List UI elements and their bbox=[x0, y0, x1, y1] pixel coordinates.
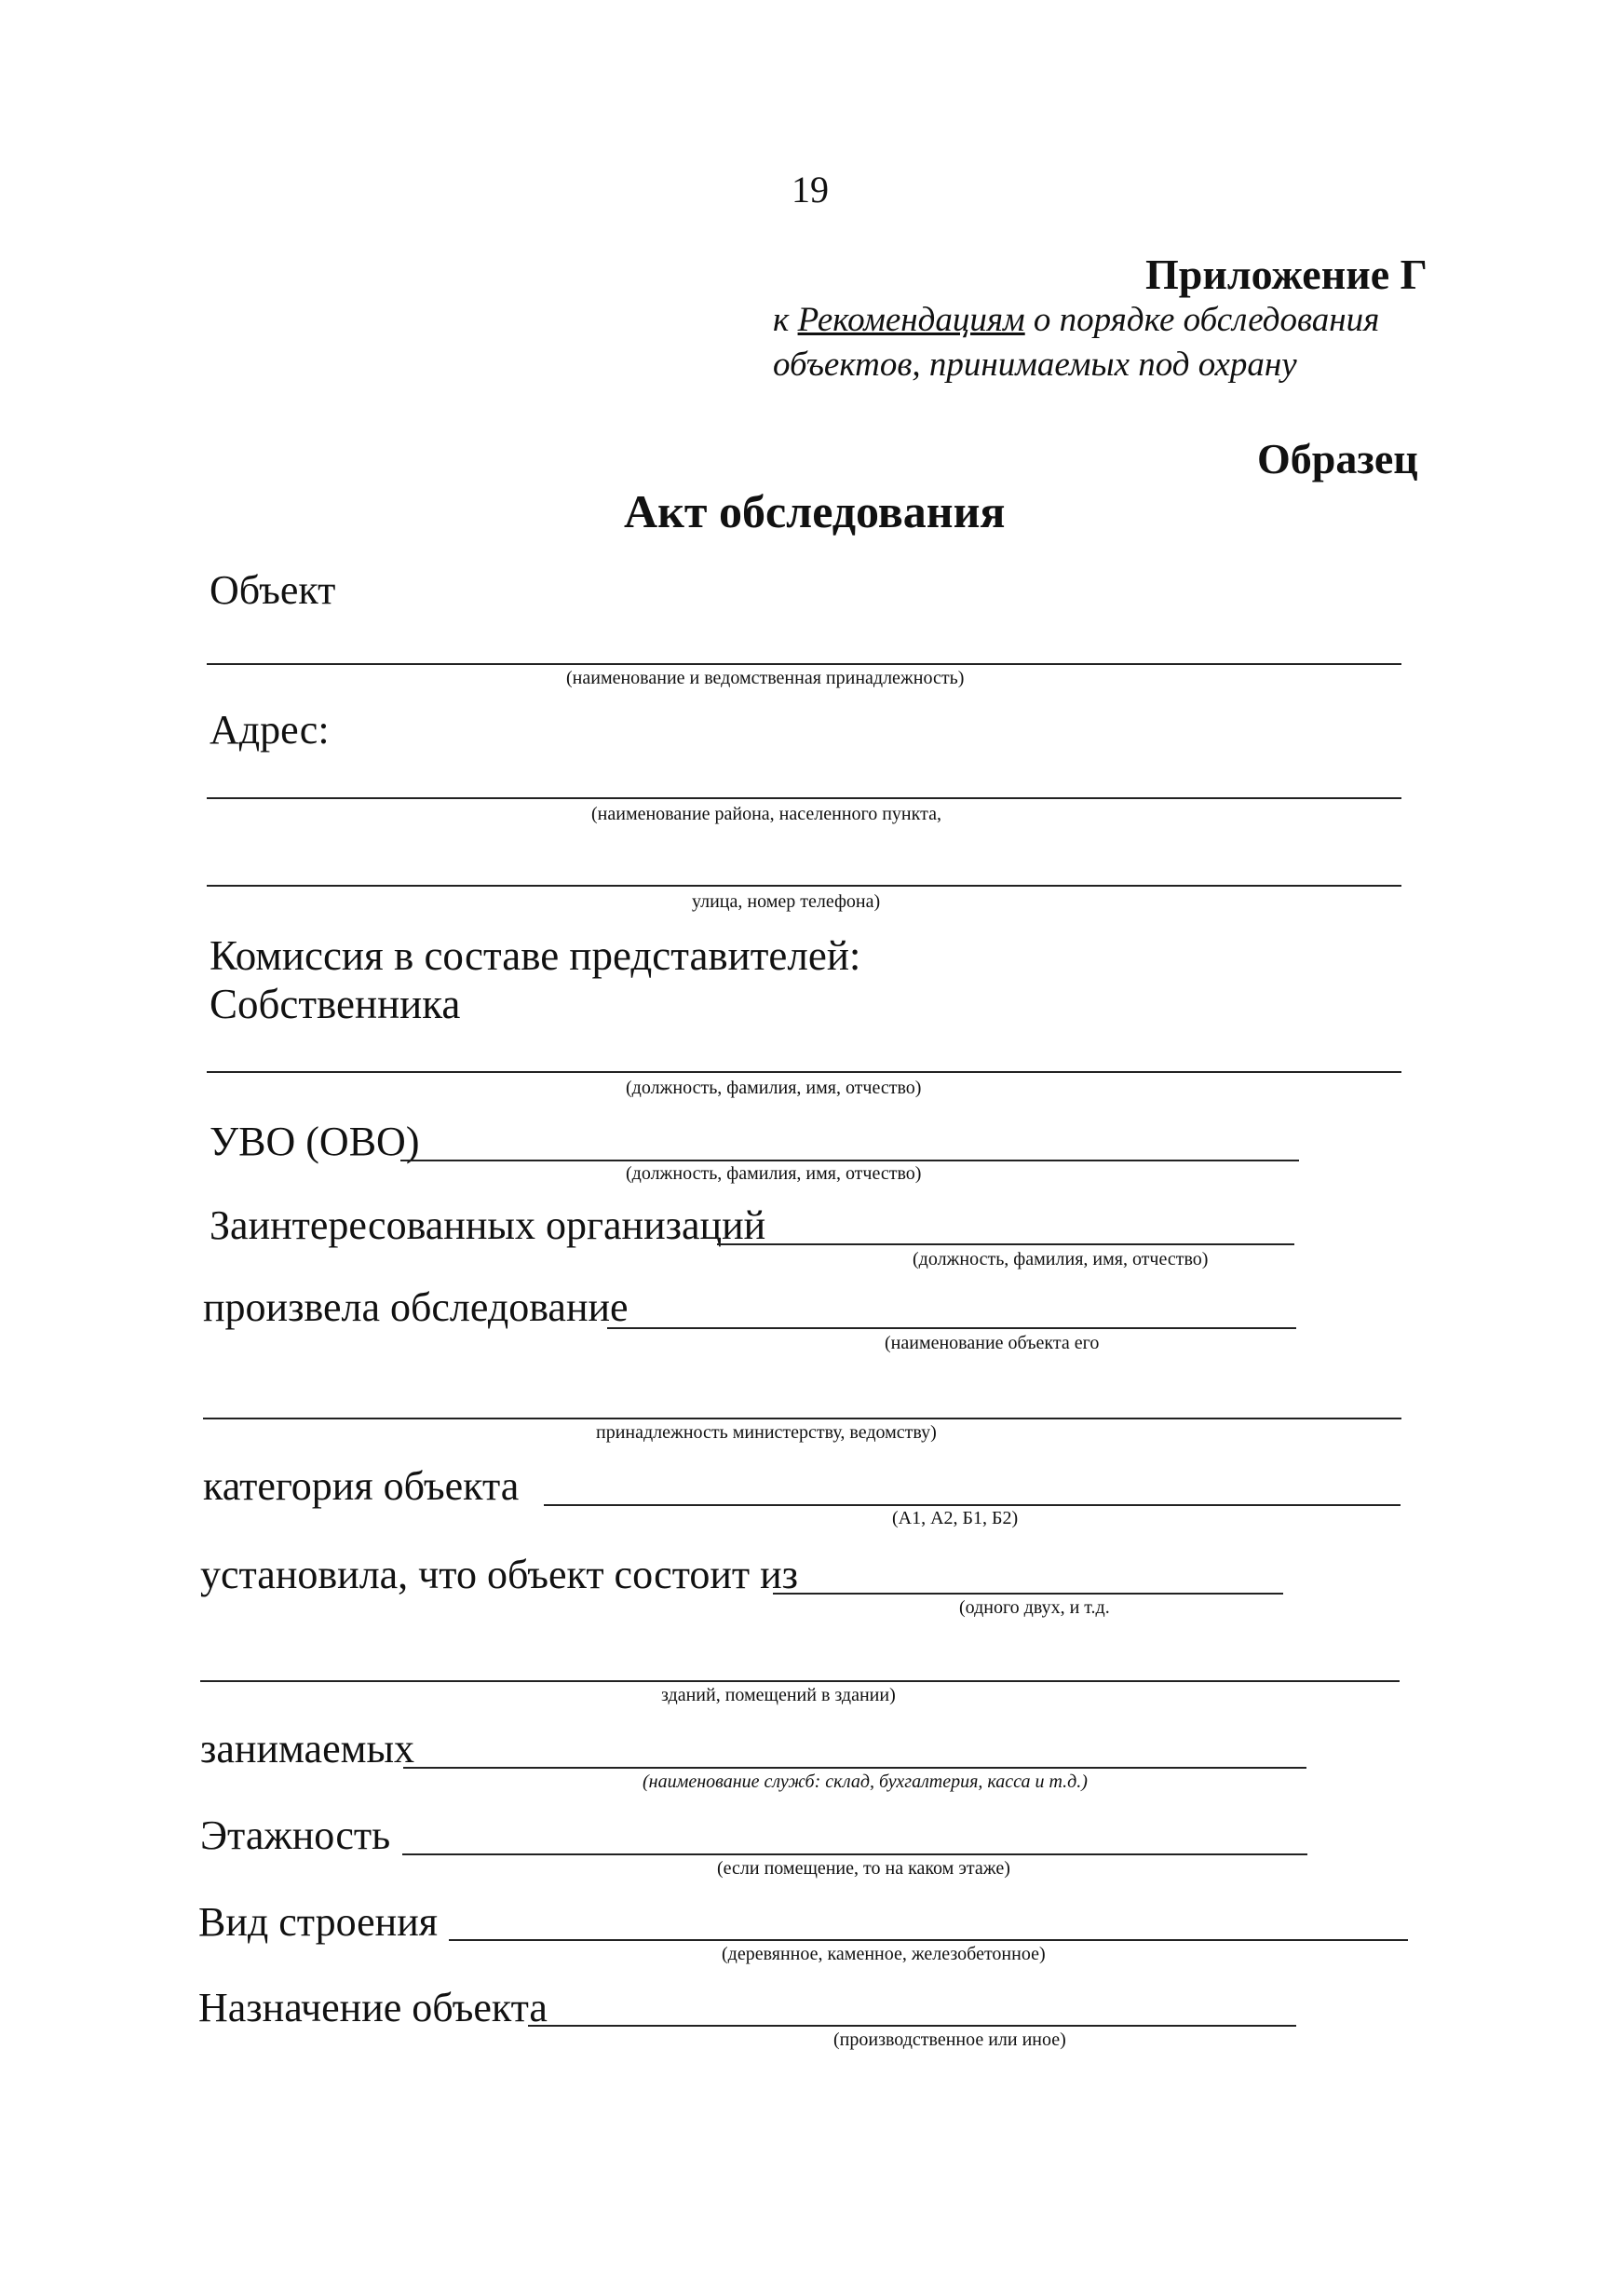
orgs-line[interactable] bbox=[717, 1243, 1294, 1245]
page-number: 19 bbox=[792, 169, 829, 210]
consists-hint-2: зданий, помещений в здании) bbox=[661, 1685, 896, 1705]
survey-hint-2: принадлежность министерству, ведомству) bbox=[596, 1422, 937, 1443]
orgs-label: Заинтересованных организаций bbox=[210, 1202, 766, 1248]
building-label: Вид строения bbox=[198, 1899, 438, 1945]
orgs-hint: (должность, фамилия, имя, отчество) bbox=[913, 1249, 1209, 1269]
uvo-hint: (должность, фамилия, имя, отчество) bbox=[626, 1163, 922, 1184]
category-hint: (А1, А2, Б1, Б2) bbox=[892, 1508, 1019, 1528]
building-line[interactable] bbox=[449, 1939, 1408, 1941]
uvo-line[interactable] bbox=[400, 1160, 1299, 1161]
sample-label: Образец bbox=[1257, 435, 1418, 482]
floors-label: Этажность bbox=[200, 1812, 391, 1858]
purpose-hint: (производственное или иное) bbox=[833, 2029, 1066, 2050]
address-line-2[interactable] bbox=[207, 885, 1401, 887]
occupied-hint: (наименование служб: склад, бухгалтерия, касса и т.д.) bbox=[643, 1771, 1088, 1792]
occupied-label: занимаемых bbox=[200, 1726, 415, 1771]
survey-hint-1: (наименование объекта его bbox=[885, 1333, 1100, 1353]
address-hint-2: улица, номер телефона) bbox=[692, 891, 881, 912]
floors-hint: (если помещение, то на каком этаже) bbox=[717, 1858, 1010, 1879]
survey-label: произвела обследование bbox=[203, 1284, 629, 1330]
occupied-line[interactable] bbox=[403, 1767, 1306, 1769]
building-hint: (деревянное, каменное, железобетонное) bbox=[722, 1944, 1046, 1964]
consists-hint-1: (одного двух, и т.д. bbox=[959, 1597, 1110, 1618]
category-line[interactable] bbox=[544, 1504, 1401, 1506]
act-title: Акт обследования bbox=[624, 485, 1006, 537]
purpose-line[interactable] bbox=[528, 2025, 1296, 2027]
appendix-subtitle-line1 bbox=[773, 300, 1379, 340]
consists-line-2[interactable] bbox=[200, 1680, 1400, 1682]
appendix-line1-rest: о порядке обследования bbox=[1024, 301, 1380, 339]
object-hint: (наименование и ведомственная принадлежность) bbox=[566, 668, 965, 688]
consists-line-1[interactable] bbox=[773, 1593, 1283, 1595]
recommendations-link[interactable]: Рекомендациям bbox=[797, 301, 1025, 339]
owner-line[interactable] bbox=[207, 1071, 1401, 1073]
address-line-1[interactable] bbox=[207, 797, 1401, 799]
address-label: Адрес: bbox=[210, 707, 330, 753]
survey-line-1[interactable] bbox=[607, 1327, 1296, 1329]
commission-label: Комиссия в составе представителей: bbox=[210, 932, 861, 979]
appendix-prefix: к bbox=[773, 301, 798, 339]
consists-label: установила, что объект состоит из bbox=[200, 1552, 799, 1597]
uvo-label: УВО (ОВО) bbox=[210, 1119, 420, 1164]
appendix-title: Приложение Г bbox=[1145, 251, 1428, 298]
survey-line-2[interactable] bbox=[203, 1418, 1401, 1419]
object-label: Объект bbox=[210, 567, 336, 613]
floors-line[interactable] bbox=[402, 1853, 1307, 1855]
object-line[interactable] bbox=[207, 663, 1401, 665]
category-label: категория объекта bbox=[203, 1463, 520, 1509]
appendix-subtitle-line2: объектов, принимаемых под охрану bbox=[773, 346, 1297, 384]
address-hint-1: (наименование района, населенного пункта, bbox=[591, 804, 941, 824]
owner-label: Собственника bbox=[210, 981, 461, 1027]
owner-hint: (должность, фамилия, имя, отчество) bbox=[626, 1078, 922, 1098]
purpose-label: Назначение объекта bbox=[198, 1985, 548, 2030]
